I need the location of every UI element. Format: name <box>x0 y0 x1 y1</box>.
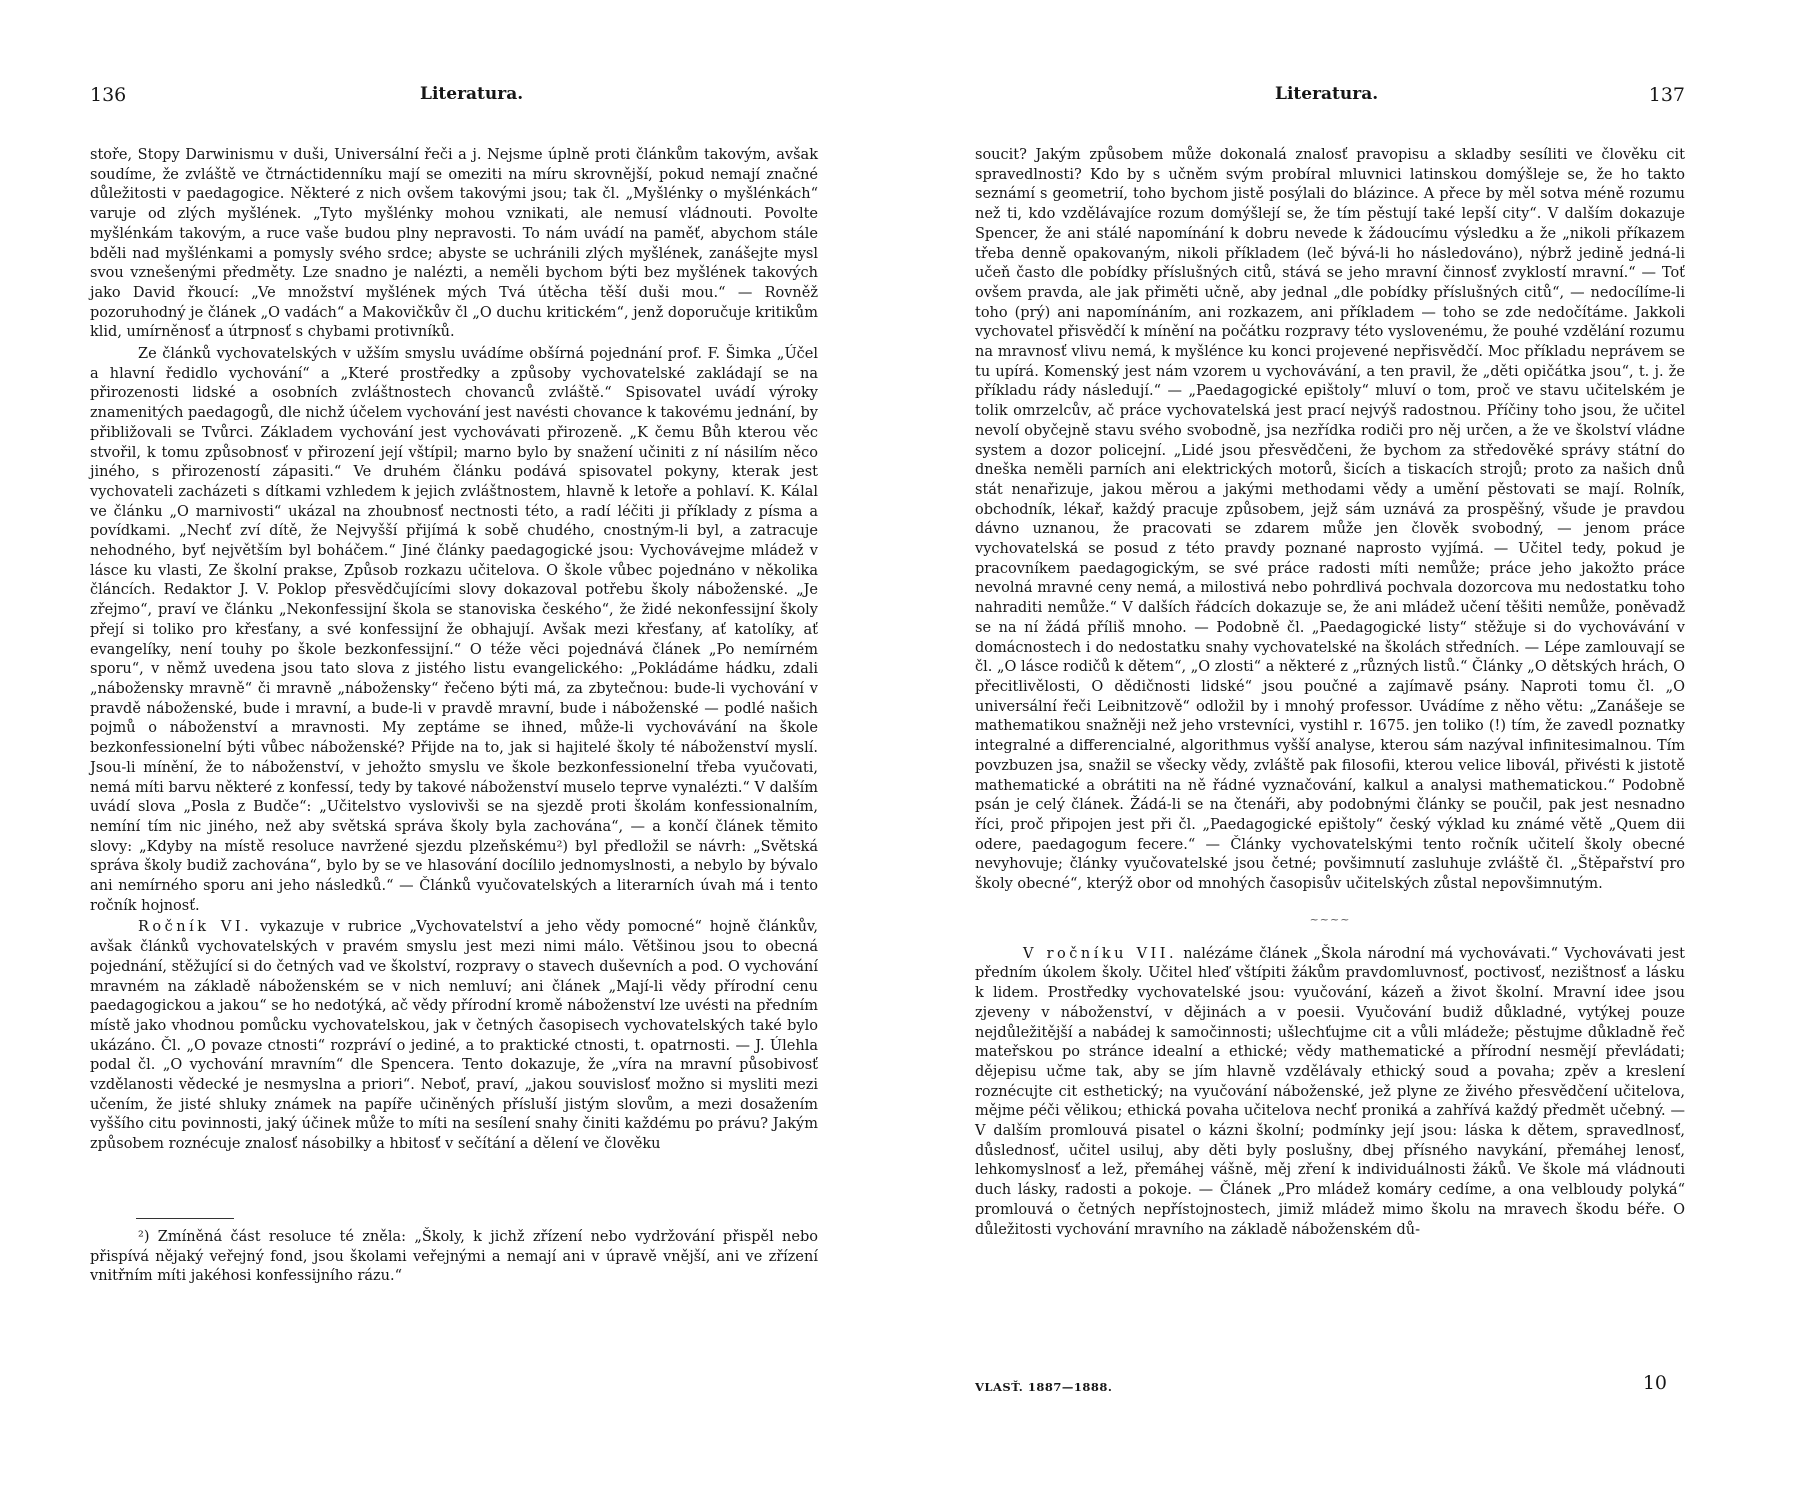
footnote <box>90 1228 818 1287</box>
left-page <box>90 0 818 1500</box>
paragraph: stoře, Stopy Darwinismu v duši, Universální řeči a j. Nejsme úplně proti článkům takovým, avšak soudíme, že zvláště ve čtrnáctidenníku mají se omeziti na míru skrovnější, pokud nemají značné důležitosti v paedagogice. Některé z nich ovšem takovými jsou; tak čl. „Myšlénky o myšlénkách“ varuje od zlých myšlének. „Tyto myšlénky mohou vznikati, ale nemusí vládnouti. Povolte myšlénkám takovým, a ruce vaše budou plny nepravosti. To nám uvádí na paměť, abychom stále bděli nad myšlénkami a pomysly svého srdce; abyste se uchránili zlých myšlének, zanášejte mysl svou vznešenými předměty. Lze snadno je nalézti, a neměli bychom býti bez myšlének takových jako David řkoucí: „Ve množství myšlének mých Tvá útěcha těší duši mou.“ — Rovněž pozoruhodný je článek „O vadách“ a Makovičkův čl „O duchu kritickém“, jenž doporučuje kritikům klid, umírněnosť a útrpnosť s chybami protivníků. <box>90 147 818 341</box>
running-head <box>975 84 1685 118</box>
paragraph <box>975 945 1685 1241</box>
paragraph: soucit? Jakým způsobem může dokonalá znalosť pravopisu a skladby sesíliti ve člověku cit spravedlnosti? Kdo by s učněm svým probíral mluvnici latinskou domýšleje se, že ho takto seznámí s geometrií, toho bychom jistě posýlali do blázince. A přece by měl sotva méně rozumu než ti, kdo vzdělávajíce rozum domýšlejí se, že tím pěstují také lepší city“. V dalším dokazuje Spencer, že ani stálé napomínání k dobru nevede k žádoucímu výsledku a že „nikoli příkazem třeba denně opakovaným, nikoli příkladem (leč bývá-li ho následováno), nýbrž jedině jedná-li učeň často dle pobídky příslušných citů, stává se jeho mravní činnosť zvyklostí mravní.“ — Toť ovšem pravda, ale jak přiměti učně, aby jednal „dle pobídky příslušných citů“, — nedocílíme-li toho (prý) ani napomínáním, ani rozkazem, ani příkladem — toho se zde nedočítáme. Jakkoli vychovatel přisvědčí k mínění na počátku rozpravy této vyslovenému, že pouhé vzdělání rozumu na mravnosť vlivu nemá, k myšlénce ku konci projevené nepřisvědčí. Moc příkladu neprávem se tu upírá. Komenský jest nám vzorem u vychovávání, a ten pravil, že „děti opičátka jsou“, t. j. že příkladu rády následují.“ — „Paedagogické epištoly“ mluví o tom, proč ve stavu učitelském je tolik omrzelcův, ač práce vychovatelská jest prací nejvýš radostnou. Příčiny toho jsou, že učitel nevolí obyčejně stavu svého svobodně, jsa nezřídka rodiči pro něj určen, a že ve školství vládne system a dozor policejní. „Lidé jsou přesvědčeni, že bychom za středověké správy státní do dneška neměli parních ani elektrických motorů, šicích a tiskacích strojů; proto za našich dnů stát nenařizuje, jakou měrou a jakými methodami vědy a umění pěstovati se mají. Rolník, obchodník, lékař, každý pracuje způsobem, jejž sám uznává za prospěšný, všude je pravdou dávno uznanou, že pracovati se zdarem může jen člověk svobodný, — jenom práce vychovatelská se posud z této pravdy poznané naprosto vyjímá. — Učitel tedy, pokud je pracovníkem paedagogickým, se své práce radosti míti nemůže; práce jeho jakožto práce nevolná mravné ceny nemá, a milostivá nebo pohrdlivá pochvala dozorcova mu nedostatku toho nahraditi nemůže.“ V dalších řádcích dokazuje se, že ani mládež učení těšiti nemůže, poněvadž se na ní žádá příliš mnoho. — Podobně čl. „Paedagogické listy“ stěžuje si do vychovávání v domácnostech i do nedostatku snahy vychovatelské na školách středních. — Lépe zamlouvají se čl. „O lásce rodičů k dětem“, „O zlosti“ a některé z „různých listů.“ Články „O dětských hrách, O přecitlivělosti, O dědičnosti lidské“ jsou poučné a zajímavě psány. Naproti tomu čl. „O universální řeči Leibnitzově“ odložil by i mnohý professor. Uvádíme z něho větu: „Zanášeje se mathematikou snažněji než jeho vrstevníci, vystihl r. 1675. jen toliko (!) tím, že zavedl poznatky integralné a differencialné, algorithmus vyšší analyse, kterou sám nazýval infinitesimalnou. Tím povzbuzen jsa, snažil se všecky vědy, zvláště pak filosofii, kterou velice libovál, přivésti k jistotě mathematické a obrátiti na ně řádné vyznačování, kalkul a analysi mathematickou.“ Podobně psán je celý článek. Žádá-li se na čtenáři, aby podobnými články se poučil, pak jest nesnadno říci, proč připojen jest při čl. „Paedagogické epištoly“ český výklad ku známé větě „Quem dii odere, paedagogum fecere.“ — Články vychovatelskými tento ročník učitelí školy obecné nevyhovuje; články vyučovatelské jsou četné; povšimnutí zasluhuje zvláště čl. „Štěpařství pro školy obecné“, kterýž obor od mnohých časopisův učitelských zůstal nepovšimnutým. <box>975 147 1685 893</box>
running-title: Literatura. <box>420 84 524 104</box>
paragraph-lead: V ročníku VII. <box>1023 945 1178 962</box>
paragraph-text: nalézáme článek „Škola národní má vychovávati.“ Vychovávati jest předním úkolem školy. Učitel hleď vštípiti žákům pravdomluvnosť, poctivosť, nezištnosť a lásku k lidem. Prostředky vychovatelské jsou: vyučování, kázeň a život školní. Mravní idee jsou zjeveny v náboženství, v dějinách a v poesii. Vyučování budiž důkladné, vytýkej pouze nejdůležitější a nabádej k samočinnosti; ušlechťujme cit a vůli mládeže; pěstujme důkladně řeč mateřskou po stránce idealní a ethické; vědy mathematické a přírodní nesmějí převládati; dějepisu učme tak, aby se jím hlavně vzdělávaly ethický soud a povaha; zpěv a kreslení roznécujte cit esthetický; na vyučování náboženské, jež plyne ze živého přesvědčení učitelova, mějme péči vělikou; ethická povaha učitelova nechť proniká a zahřívá každý předmět učebný. — V dalším promlouvá pisatel o kázni školní; podmínky její jsou: láska k dětem, spravedlnosť, důslednosť, učitel usiluj, aby děti byly poslušny, dbej přísného navykání, přemáhej lenosť, lehkomyslnosť a lež, přemáhej vášně, měj zření k individuálnosti žáků. Ve škole má vládnouti duch lásky, radosti a pokoje. — Článek „Pro mládež komáry cedíme, a ona velbloudy polyká“ promlouvá o četných nepřístojnostech, jimiž mládež mimo školu na mravech škodu béře. O důležitosti vychování mravního na základě náboženském dů- <box>975 945 1685 1238</box>
right-page <box>975 0 1685 1500</box>
body-text <box>90 146 818 1155</box>
running-head <box>90 84 818 118</box>
paragraph-text: vykazuje v rubrice „Vychovatelství a jeho vědy pomocné“ hojně článkův, avšak článků vychovatelských v pravém smyslu jest mezi nimi málo. Většinou jsou to obecná pojednání, stěžující si do četných vad ve školství, rozpravy o stavech duševních a pod. O vychování mravném na základě náboženském se v nich nemluví; ani článek „Mají-li vědy přírodní cenu paedagogickou a jakou“ se ho nedotýká, ač vědy přírodní kromě náboženství lze uvésti na předním místě jako vhodnou pomůcku vychovatelskou, jak v četných časopisech vychovatelských také bylo ukázáno. Čl. „O povaze ctnosti“ rozpráví o jediné, a to praktické ctnosti, t. opatrnosti. — J. Úlehla podal čl. „O vychování mravním“ dle Spencera. Tento dokazuje, že „víra na mravní působivosť vzdělanosti vědecké je nesmyslna a priori“. Neboť, praví, „jakou souvislosť možno si mysliti mezi učením, že jisté shluky známek na papíře učiněných přísluší jistým slovům, a mezi dosažením vyššího citu povinnosti, jaký účinek může to míti na sesílení snahy činiti každému po právu? Jakým způsobem roznécuje znalosť násobilky a hbitosť v sečítání a dělení ve člověku <box>90 919 818 1153</box>
page-number: 137 <box>1648 84 1685 106</box>
footnote-rule <box>136 1218 234 1219</box>
paragraph: Ze článků vychovatelských v užším smyslu uvádíme obšírná pojednání prof. F. Šimka „Účel a hlavní ředidlo vychování“ a „Které prostředky a způsoby vychovatelské zakládají se na přirozenosti lidské a osobních zvláštnostech chovanců zvláště.“ Spisovatel uvádí výroky znamenitých paedagogů, dle nichž účelem vychování jest navésti chovance k takovému jednání, by přibližovali se Tvůrci. Základem vychování jest vychovávati přirozeně. „K čemu Bůh kterou věc stvořil, k tomu způsobnosť v přirození její vštípil; marno bylo by snažení učiniti z ní násilím něco jiného, s přirozeností zápasiti.“ Ve druhém článku podává spisovatel pokyny, kterak jest vychovateli zacházeti s dítkami vzhledem k jejich zvláštnostem, hlavně k letoře a pohlaví. K. Kálal ve článku „O marnivosti“ ukázal na zhoubnosť nectnosti této, a radí léčiti ji příklady z písma a povídkami. „Nechť zví dítě, že Nejvyšší přijímá k sobě chudého, cnostným-li byl, a zatracuje nehodného, byť největším byl boháčem.“ Jiné články paedagogické jsou: Vychovávejme mládež v lásce ku vlasti, Ze školní prakse, Způsob rozkazu učitelova. O škole vůbec pojednáno v několika článcích. Redaktor J. V. Poklop přesvědčujícími slovy dokazoval potřebu školy náboženské. „Je zřejmo“, praví ve článku „Nekonfessijní škola se stanoviska českého“, že židé nekonfessijní školy přejí si toliko pro křesťany, a své konfessijní že obhajují. Avšak mezi křesťany, ať katolíky, ať evangelíky, není touhy po škole bezkonfessijní.“ O téže věci pojednává článek „Po nemírném sporu“, v němž uvedena jsou tato slova z jistého listu evangelického: „Pokládáme hádku, zdali „nábožensky mravně“ či mravně „nábožensky“ řečeno býti má, za zbytečnou: bude-li vychování v pravdě náboženské, bude i mravní, a bude-li v pravdě mravní, bude i náboženské — podlé našich pojmů o náboženství a mravnosti. My zeptáme se ihned, může-li vychovávání na škole bezkonfessionelní býti vůbec náboženské? Přijde na to, jak si hajitelé školy té náboženství myslí. Jsou-li mínění, že to náboženství, v jehožto smyslu ve škole bezkonfessionelní třeba vyučovati, nemá míti barvu některé z konfessí, tedy by takové náboženství muselo teprve vynalézti.“ V dalším uvádí slova „Posla z Budče“: „Učitelstvo vyslovivši se na sjezdě proti školám konfessionalním, nemíní tím nic jiného, než aby světská správa školy byla zachována“, — a končí článek těmito slovy: „Kdyby na místě resoluce navržené sjezdu plzeňskému²) byl předložil se návrh: „Světská správa školy budiž zachována“, bylo by se ve hlasování docílilo jednomyslnosti, a nebylo by bývalo ani nemírného sporu ani jeho následků.“ — Článků vyučovatelských a literarních úvah má i tento ročník hojnosť. <box>90 346 818 914</box>
sheet-number: 10 <box>1642 1372 1667 1394</box>
paragraph-lead: Ročník VI. <box>138 919 253 936</box>
body-text <box>975 146 1685 1240</box>
section-separator: ~~~~ <box>1309 912 1351 926</box>
running-title: Literatura. <box>1275 84 1379 104</box>
printer-signature: VLASŤ. 1887—1888. <box>975 1380 1113 1394</box>
paragraph <box>90 918 818 1154</box>
page-number: 136 <box>90 84 127 106</box>
footnote-text: ²) Zmíněná část resoluce té zněla: „Školy, k jichž zřízení nebo vydržování přispěl nebo přispívá nějaký veřejný fond, jsou školami veřejnými a nemají ani v úpravě vnější, ani ve zřízení vnitřním míti jakéhosi konfessijního rázu.“ <box>90 1229 818 1285</box>
